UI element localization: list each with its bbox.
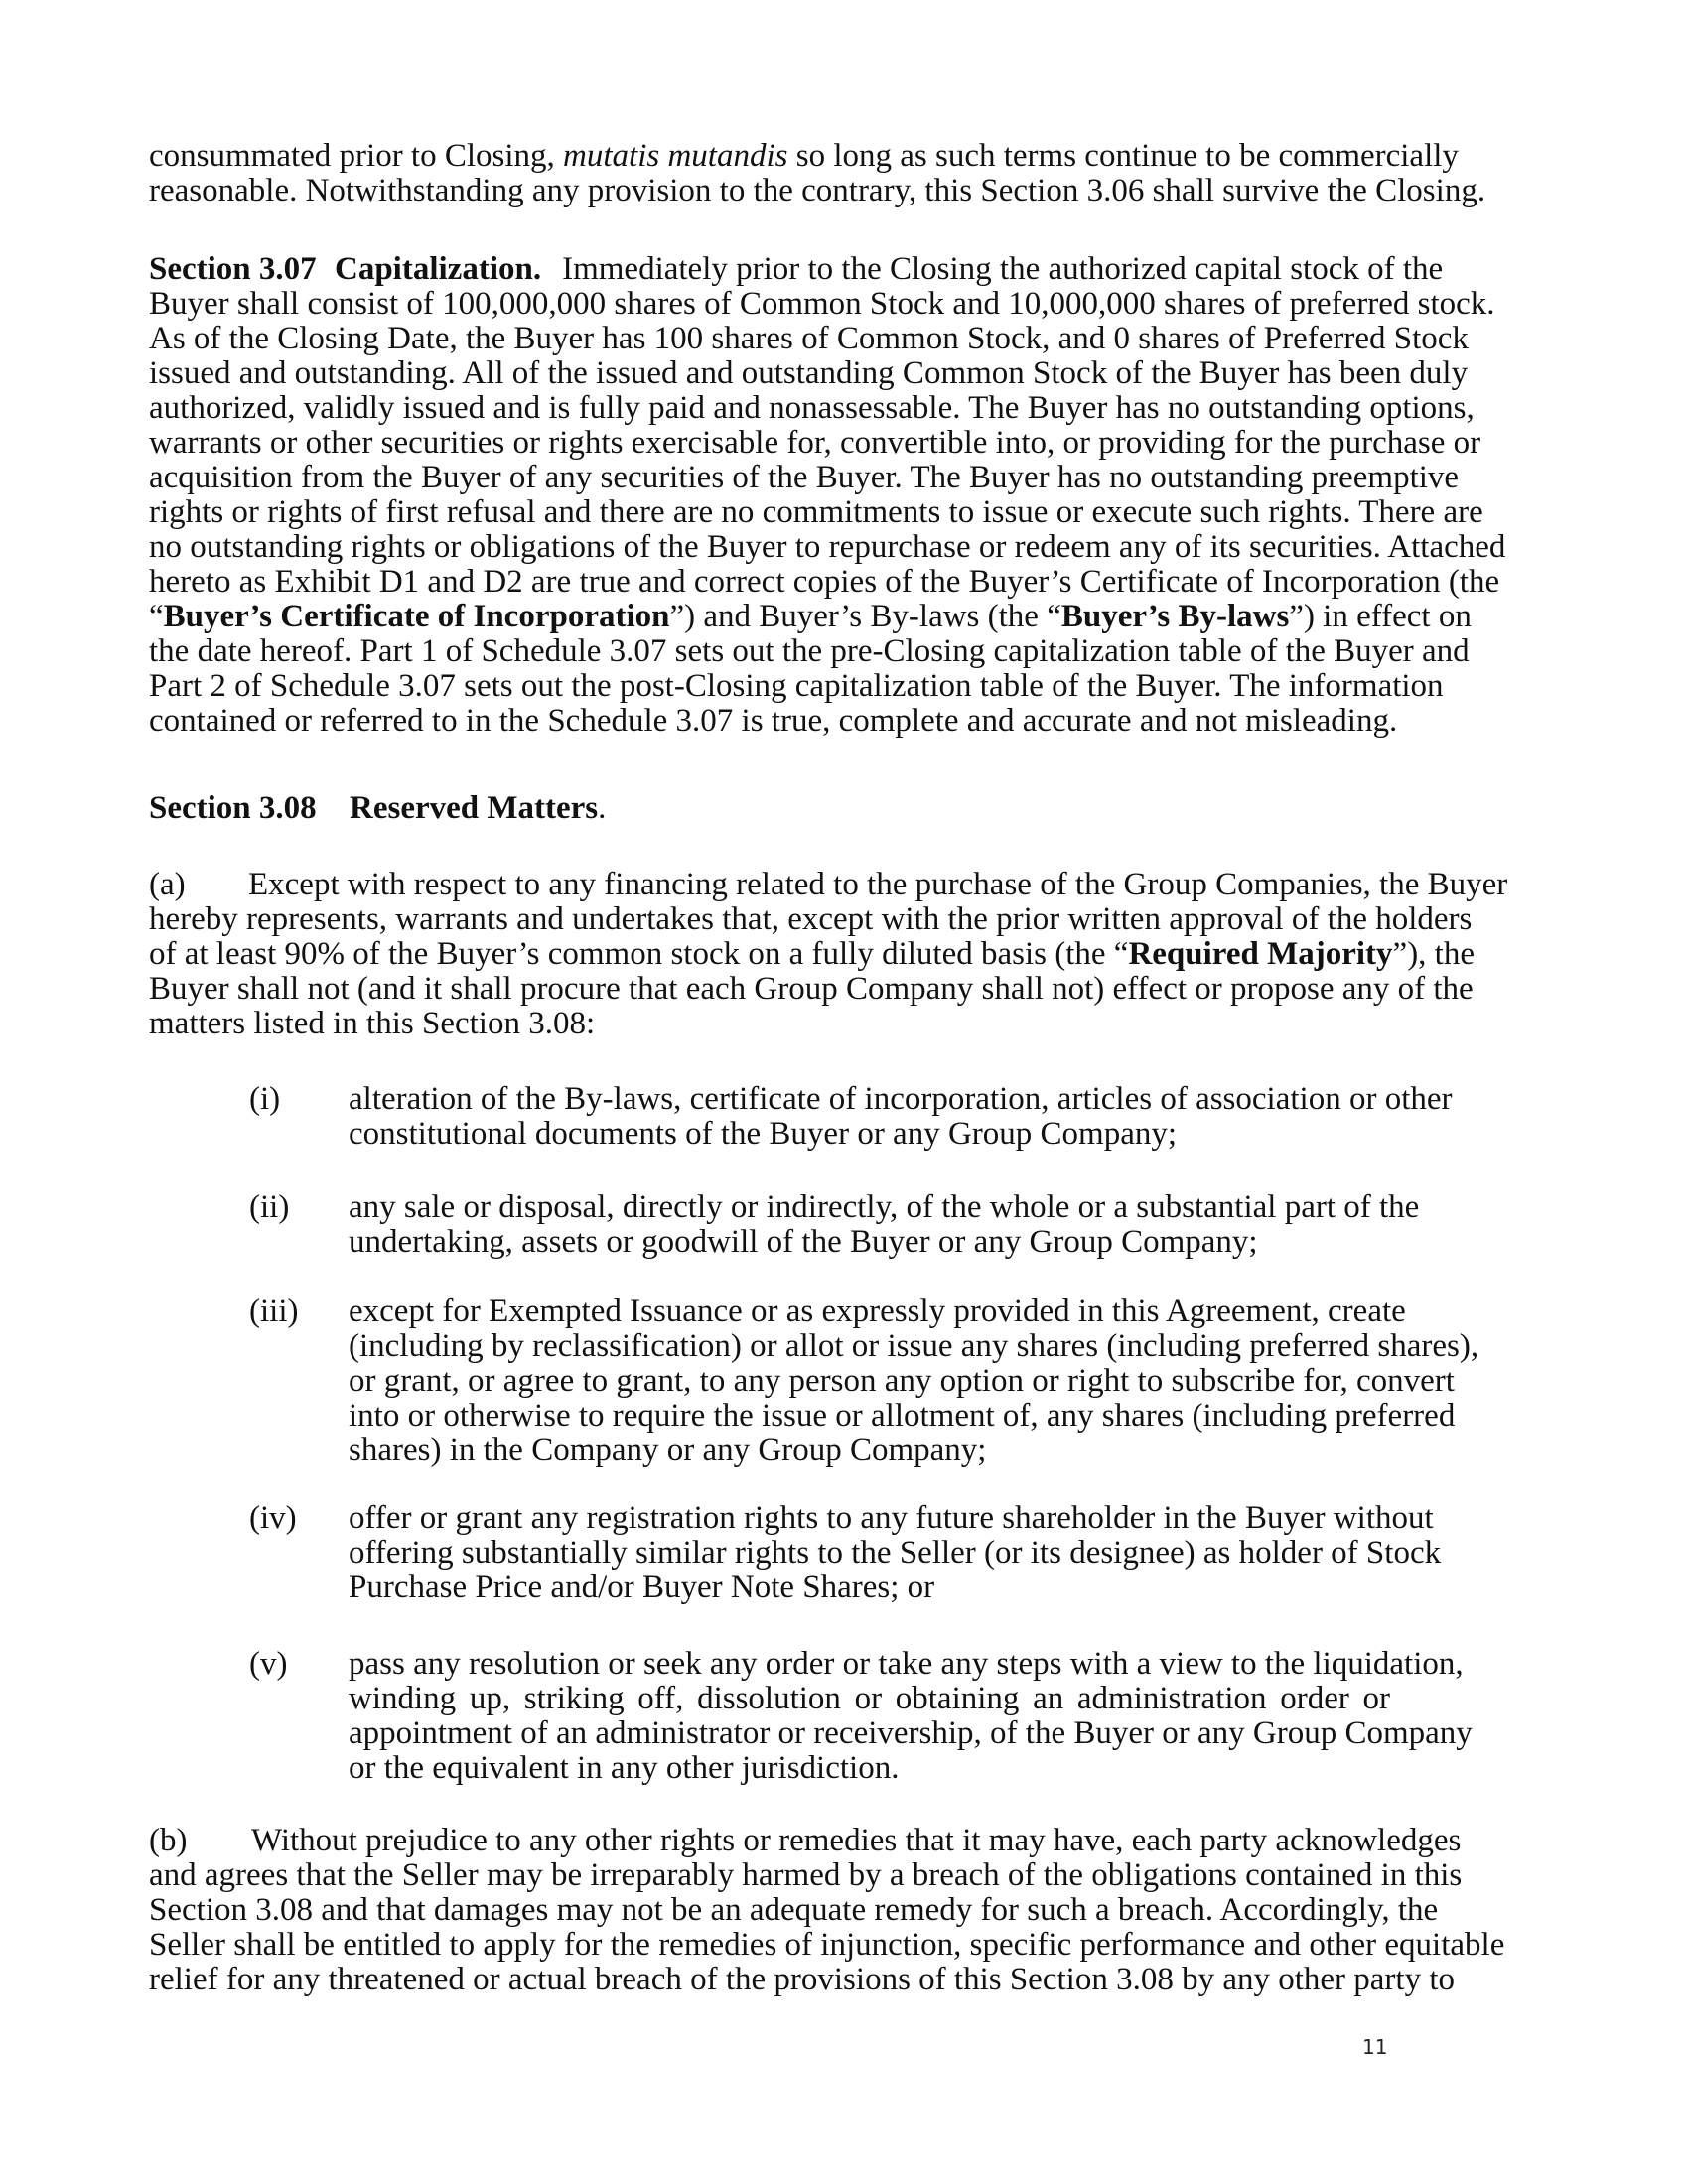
section-3-07 — [149, 251, 1506, 739]
list-item-text — [349, 1081, 1453, 1152]
list-item-text — [349, 1500, 1442, 1605]
text-line — [149, 355, 1469, 391]
text-segment: Buyer shall consist of 100,000,000 shares of Common Stock and 10,000,000 shares of preferred stock. — [149, 286, 1495, 322]
clause-a — [149, 867, 1508, 1041]
text-line — [349, 1081, 1453, 1117]
text-line — [149, 460, 1460, 495]
text-segment: hereby represents, warrants and undertakes that, except with the prior written approval of the holders — [149, 901, 1473, 937]
list-item-label: (v) — [249, 1646, 288, 1682]
text-line — [149, 703, 1398, 739]
text-segment: acquisition from the Buyer of any securities of the Buyer. The Buyer has no outstanding preemptive — [149, 460, 1460, 495]
section-3-08-title-suffix: . — [598, 790, 607, 826]
text-line — [149, 138, 1459, 174]
text-line — [149, 633, 1470, 669]
text-line — [149, 529, 1506, 565]
section-3-08-number: Section 3.08 — [149, 790, 317, 826]
text-segment: Part 2 of Schedule 3.07 sets out the post-Closing capitalization table of the Buyer. The information — [149, 668, 1444, 704]
text-segment: (including by reclassification) or allot or issue any shares (including preferred shares), — [349, 1328, 1479, 1364]
text-segment: rights or rights of first refusal and there are no commitments to issue or execute such rights. There are — [149, 494, 1483, 530]
text-segment: As of the Closing Date, the Buyer has 100 shares of Common Stock, and 0 shares of Preferred Stock — [149, 321, 1469, 356]
text-line — [149, 494, 1483, 530]
section-3-07-first-line — [149, 251, 1444, 287]
text-segment: constitutional documents of the Buyer or any Group Company; — [349, 1116, 1178, 1152]
clause-b-label: (b) — [149, 1823, 188, 1858]
text-line — [149, 1927, 1505, 1963]
defined-term: Buyer’s Certificate of Incorporation — [163, 599, 670, 634]
defined-term: Required Majority — [1128, 936, 1393, 972]
text-line — [349, 1570, 1390, 1605]
text-segment: appointment of an administrator or receivership, of the Buyer or any Group Company — [349, 1715, 1473, 1751]
defined-term: Buyer’s By-laws — [1060, 599, 1290, 634]
text-segment: “ — [149, 599, 164, 634]
text-segment: consummated prior to Closing, — [149, 138, 564, 174]
text-segment: Purchase Price and/or Buyer Note Shares; or — [349, 1570, 935, 1605]
text-segment: reasonable. Notwithstanding any provision to the contrary, this Section 3.06 shall survive the Closing. — [149, 173, 1486, 208]
list-item-text — [349, 1646, 1473, 1786]
text-line — [349, 1189, 1420, 1225]
text-line — [149, 390, 1475, 426]
text-line — [349, 1646, 1464, 1682]
text-segment: ”) in effect on — [1289, 599, 1472, 634]
clause-b-first-line — [149, 1823, 1462, 1858]
text-line — [149, 564, 1500, 600]
clause-a-first-line-text: Except with respect to any financing related to the purchase of the Group Companies, the Buyer — [248, 867, 1508, 902]
text-segment: and agrees that the Seller may be irreparably harmed by a breach of the obligations contained in this — [149, 1857, 1463, 1893]
text-segment: issued and outstanding. All of the issued and outstanding Common Stock of the Buyer has been duly — [149, 355, 1469, 391]
text-segment: into or otherwise to require the issue or allotment of, any shares (including preferred — [349, 1398, 1456, 1433]
list-item-label: (i) — [249, 1081, 281, 1117]
text-segment: authorized, validly issued and is fully paid and nonassessable. The Buyer has no outstanding options, — [149, 390, 1475, 426]
text-line — [349, 1294, 1406, 1329]
text-segment: ”), the — [1392, 936, 1475, 972]
text-line — [149, 1962, 1455, 1997]
page-number: 11 — [1362, 2035, 1388, 2059]
section-3-07-body — [149, 286, 1506, 739]
text-segment: undertaking, assets or goodwill of the Buyer or any Group Company; — [349, 1224, 1258, 1260]
clause-a-body — [149, 901, 1475, 1041]
text-line — [349, 1328, 1479, 1364]
text-segment: alteration of the By-laws, certificate of incorporation, articles of association or other — [349, 1081, 1453, 1117]
text-line — [149, 936, 1475, 972]
text-segment: offer or grant any registration rights to any future shareholder in the Buyer without — [349, 1500, 1434, 1536]
text-line — [349, 1117, 1390, 1152]
list-item-text — [349, 1189, 1420, 1260]
text-line — [349, 1363, 1455, 1399]
section-3-07-title: Capitalization. — [335, 251, 542, 287]
text-line — [149, 173, 1486, 208]
text-segment: winding up, striking off, dissolution or obtaining an administration order or — [349, 1681, 1390, 1716]
text-line — [349, 1535, 1442, 1570]
text-line — [149, 1892, 1439, 1928]
section-3-08-title: Reserved Matters — [350, 790, 599, 826]
list-item-text — [349, 1294, 1479, 1468]
italic-text: mutatis mutandis — [563, 138, 788, 174]
text-segment: pass any resolution or seek any order or take any steps with a view to the liquidation, — [349, 1646, 1464, 1682]
list-item-label: (ii) — [249, 1189, 290, 1225]
text-line — [349, 1715, 1473, 1751]
text-line — [149, 599, 1472, 634]
text-segment: so long as such terms continue to be commercially — [787, 138, 1459, 174]
clause-b-body — [149, 1857, 1505, 1997]
list-item-label: (iii) — [249, 1294, 299, 1329]
text-segment: Buyer shall not (and it shall procure that each Group Company shall not) effect or propose any of the — [149, 971, 1474, 1007]
section-3-07-number: Section 3.07 — [149, 251, 317, 287]
text-line — [349, 1500, 1434, 1536]
text-line — [149, 1857, 1463, 1893]
text-segment: or the equivalent in any other jurisdiction. — [349, 1750, 900, 1786]
section-3-07-first-line-text: Immediately prior to the Closing the authorized capital stock of the — [562, 251, 1444, 287]
text-line — [149, 321, 1469, 356]
text-line — [149, 425, 1481, 461]
section-3-08-heading — [149, 791, 1390, 826]
text-segment: or grant, or agree to grant, to any person any option or right to subscribe for, convert — [349, 1363, 1455, 1399]
text-segment: warrants or other securities or rights exercisable for, convertible into, or providing for the purchase or — [149, 425, 1481, 461]
text-segment: of at least 90% of the Buyer’s common stock on a fully diluted basis (the “ — [149, 936, 1129, 972]
text-segment: offering substantially similar rights to the Seller (or its designee) as holder of Stock — [349, 1535, 1442, 1570]
text-segment: the date hereof. Part 1 of Schedule 3.07 sets out the pre-Closing capitalization table of the Buyer and — [149, 633, 1470, 669]
text-segment: shares) in the Company or any Group Company; — [349, 1433, 987, 1468]
text-line — [149, 1007, 1390, 1041]
clause-a-first-line — [149, 867, 1508, 902]
text-segment: hereto as Exhibit D1 and D2 are true and correct copies of the Buyer’s Certificate of Incorporation (the — [149, 564, 1500, 600]
text-segment: Section 3.08 and that damages may not be an adequate remedy for such a breach. Accordingly, the — [149, 1892, 1439, 1928]
clause-b-first-line-text: Without prejudice to any other rights or remedies that it may have, each party acknowledges — [251, 1823, 1462, 1858]
text-line — [349, 1398, 1456, 1433]
text-segment: matters listed in this Section 3.08: — [149, 1006, 596, 1041]
text-segment: contained or referred to in the Schedule 3.07 is true, complete and accurate and not misleading. — [149, 703, 1398, 739]
text-line — [149, 901, 1473, 937]
clause-a-label: (a) — [149, 867, 186, 902]
text-line — [149, 286, 1495, 322]
list-item-label: (iv) — [249, 1500, 297, 1536]
paragraph-section-3-06-tail — [149, 138, 1486, 208]
text-line — [349, 1225, 1390, 1260]
text-line — [349, 1682, 1390, 1716]
text-segment: relief for any threatened or actual breach of the provisions of this Section 3.08 by any other party to — [149, 1962, 1455, 1997]
text-segment: except for Exempted Issuance or as expressly provided in this Agreement, create — [349, 1294, 1406, 1329]
text-line — [349, 1751, 1390, 1786]
text-segment: no outstanding rights or obligations of the Buyer to repurchase or redeem any of its securities. Attached — [149, 529, 1506, 565]
text-line — [349, 1433, 1390, 1468]
text-segment: ”) and Buyer’s By-laws (the “ — [669, 599, 1061, 634]
clause-b — [149, 1823, 1505, 1997]
text-line — [149, 971, 1474, 1007]
text-segment: any sale or disposal, directly or indirectly, of the whole or a substantial part of the — [349, 1189, 1420, 1225]
text-segment: Seller shall be entitled to apply for the remedies of injunction, specific performance and other equitable — [149, 1927, 1505, 1963]
text-line — [149, 668, 1444, 704]
